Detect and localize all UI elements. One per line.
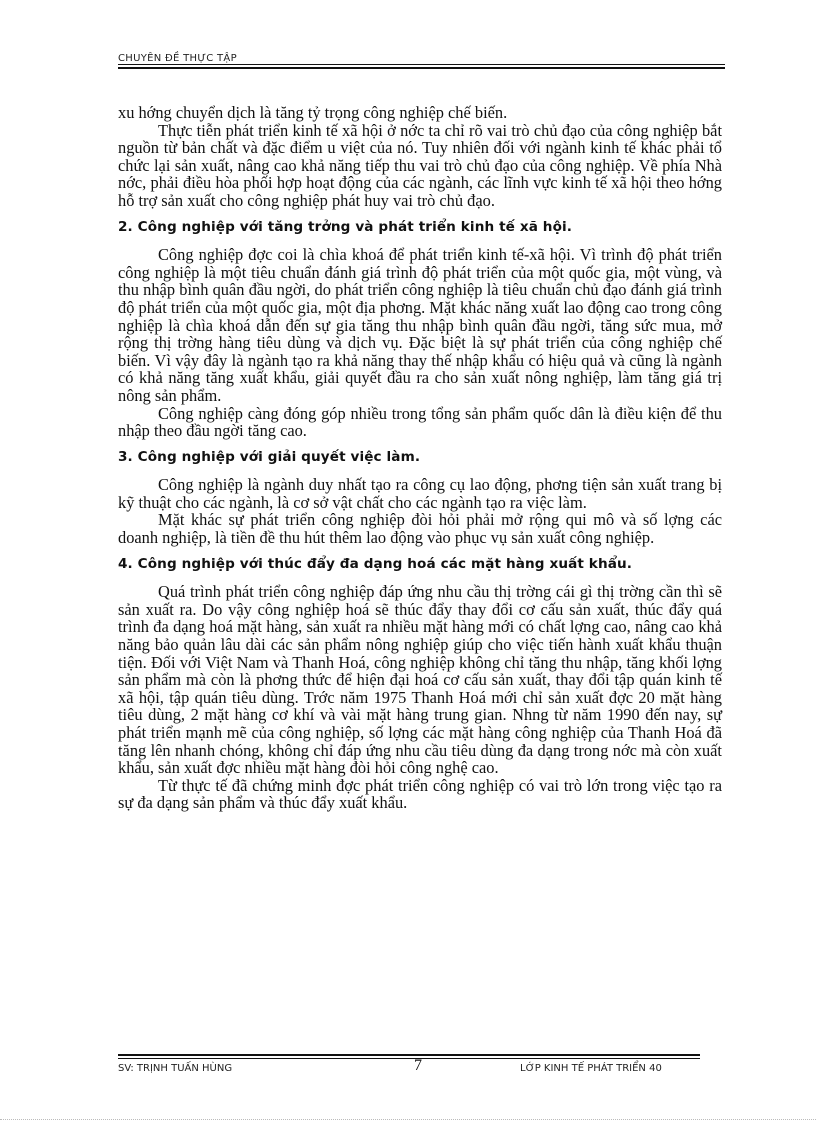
header-rule-thick xyxy=(118,67,725,69)
paragraph: Quá trình phát triển công nghiệp đáp ứng nhu cầu thị trờng cái gì thị trờng cần thì sẽ sản xuất ra. Do vậy công nghiệp hoá sẽ thúc đẩy thay đổi cơ cấu sản xuất, thúc đẩy quá trình đa dạng hoá mặt hàng, sản xuất ra nhiều mặt hàng mới có chất lợng cao, nâng cao khả năng bảo quản lâu dài các sản phẩm nông nghiệp giúp cho việc tiến hành xuất khẩu thuận tiện. Đối với Việt Nam và Thanh Hoá, công nghiệp không chỉ tăng thu nhập, tăng khối lợng sản phẩm mà còn là phơng thức để hiện đại hoá cơ cấu sản xuất, thay đổi tập quán kinh tế xã hội, tập quán tiêu dùng. Trớc năm 1975 Thanh Hoá mới chỉ sản xuất đợc 20 mặt hàng tiêu dùng, 2 mặt hàng cơ khí và vài mặt hàng trung gian. Nhng từ năm 1990 đến nay, sự phát triển mạnh mẽ của công nghiệp, số lợng các mặt hàng công nghiệp của Thanh Hoá đã tăng lên nhanh chóng, không chỉ đáp ứng nhu cầu tiêu dùng đa dạng trong nớc mà còn xuất khẩu, sản xuất đợc nhiều mặt hàng đòi hỏi công nghệ cao. xyxy=(118,582,722,778)
section-heading-3: 3. Công nghiệp với giải quyết việc làm. xyxy=(118,448,421,465)
paragraph: Công nghiệp đợc coi là chìa khoá để phát triển kinh tế-xã hội. Vì trình độ phát triển công nghiệp là một tiêu chuẩn đánh giá trình độ phát triển của một quốc gia, một vùng, và thu nhập bình quân đầu ngời, do phát triển công nghiệp là tiêu chuẩn chủ đạo đánh giá trình độ phát triển của một quốc gia, một địa phơng. Mặt khác năng xuất lao động cao trong công nghiệp là chìa khoá dẫn đến sự gia tăng thu nhập bình quân đầu ngời, tăng sức mua, mở rộng thị trờng hàng tiêu dùng và dịch vụ. Đặc biệt là sự phát triển của công nghiệp chế biến. Vì vậy đây là ngành tạo ra khả năng thay thế nhập khẩu có hiệu quả và cũng là ngành có khả năng tăng xuất khẩu, giải quyết đầu ra cho sản xuất nông nghiệp, làm tăng giá trị nông sản phẩm. xyxy=(118,245,722,405)
footer-rule-thick xyxy=(118,1054,700,1056)
paragraph: xu hớng chuyển dịch là tăng tỷ trọng công nghiệp chế biến. xyxy=(118,103,508,122)
section-heading-4: 4. Công nghiệp với thúc đẩy đa dạng hoá các mặt hàng xuất khẩu. xyxy=(118,555,633,572)
paragraph: Công nghiệp là ngành duy nhất tạo ra công cụ lao động, phơng tiện sản xuất trang bị kỹ thuật cho các ngành, là cơ sở vật chất cho các ngành tạo ra việc làm. xyxy=(118,475,722,512)
footer-author: SV: TRỊNH TUẤN HÙNG xyxy=(118,1063,233,1074)
header-title: CHUYÊN ĐỀ THỰC TẬP xyxy=(118,53,237,64)
header-rule-thin xyxy=(118,64,725,65)
paragraph: Thực tiễn phát triển kinh tế xã hội ở nớc ta chỉ rõ vai trò chủ đạo của công nghiệp bắt nguồn từ bản chất và đặc điểm u việt của nó. Tuy nhiên đối với ngành kinh tế khác phải tổ chức lại sản xuất, nâng cao khả năng tiếp thu vai trò chủ đạo của công nghiệp. Về phía Nhà nớc, phải điều hòa phối hợp hoạt động của các ngành, các lĩnh vực kinh tế xã hội theo hớng hỗ trợ sản xuất cho công nghiệp phát huy vai trò chủ đạo. xyxy=(118,120,722,210)
page-number: 7 xyxy=(414,1057,422,1074)
paragraph: Từ thực tế đã chứng minh đợc phát triển công nghiệp có vai trò lớn trong việc tạo ra sự đa dạng sản phẩm và thúc đẩy xuất khẩu. xyxy=(118,775,722,813)
footer-class: LỚP KINH TẾ PHÁT TRIỂN 40 xyxy=(520,1063,662,1074)
section-heading-2: 2. Công nghiệp với tăng trởng và phát triển kinh tế xã hội. xyxy=(118,218,573,235)
footer-rule-thin xyxy=(118,1058,700,1059)
paragraph: Mặt khác sự phát triển công nghiệp đòi hỏi phải mở rộng qui mô và số lợng các doanh nghiệp, là tiền đề thu hút thêm lao động vào phục vụ sản xuất công nghiệp. xyxy=(118,510,722,548)
page-edge-divider xyxy=(0,1119,816,1120)
paragraph: Công nghiệp càng đóng góp nhiều trong tổng sản phẩm quốc dân là điều kiện để thu nhập theo đầu ngời tăng cao. xyxy=(118,403,722,441)
document-body xyxy=(118,104,722,812)
